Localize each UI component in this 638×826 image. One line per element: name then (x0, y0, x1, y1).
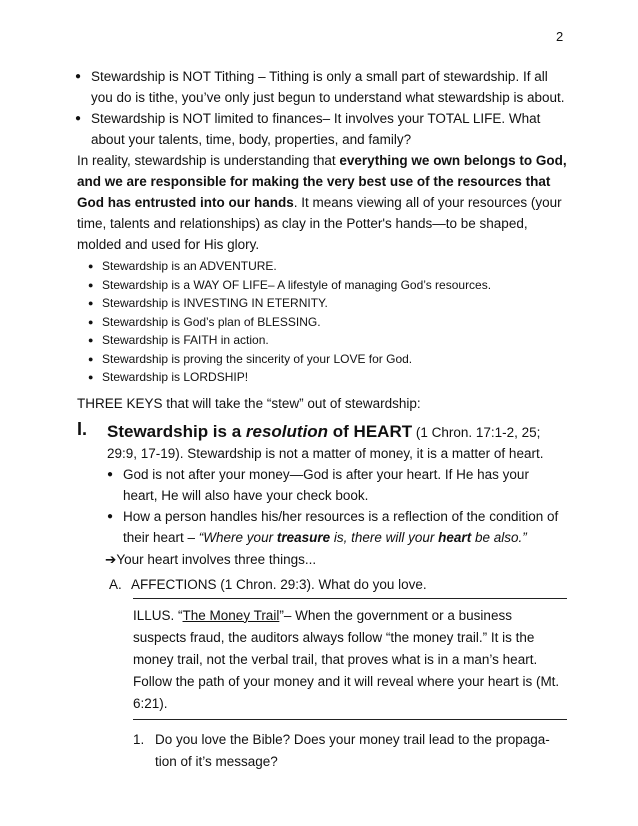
stewardship-list (89, 257, 567, 387)
list-item: ● Stewardship is FAITH in action. (89, 331, 567, 350)
list-item: ● Stewardship is an ADVENTURE. (89, 257, 567, 276)
list-item: ● Stewardship is LORDSHIP! (89, 368, 567, 387)
section-one (77, 418, 567, 773)
page-number: 2 (556, 29, 564, 44)
heart-things-line: ➔Your heart involves three things... (105, 551, 317, 567)
list-item: ● Stewardship is a WAY OF LIFE– A lifestyle of managing God’s resources. (89, 276, 567, 295)
bullet-not-tithing: ● Stewardship is NOT Tithing – Tithing is only a small part of stewardship. If all you do is tithe, you’ve only just begun to understand what stewardship is about. (77, 66, 567, 108)
illus-title: The Money Trail (182, 607, 280, 623)
section-reference: (1 Chron. 17:1-2, 25; 29:9, 17-19). Stewardship is not a matter of money, it is a matter of heart. (107, 424, 544, 461)
bullet-god-heart: ● God is not after your money—God is after your heart. If He has your heart, He will also have your check book. (109, 464, 567, 506)
document-body (77, 66, 567, 773)
intro-paragraph: In reality, stewardship is understanding that everything we own belongs to God, and we are responsible for making the very best use of the resources that God has entrusted into our hands. It means viewing all of your resources (your time, talents and relationships) as clay in the Potter's hands—to be shaped, molded and used for His glory. (77, 153, 567, 252)
intro-bold: everything we own belongs to God, and we are responsible for making the very best use of the resources that God has entrusted into our hands (77, 153, 567, 210)
three-keys-line: THREE KEYS that will take the “stew” out of stewardship: (77, 395, 421, 411)
bullet-resources: ● How a person handles his/her resources is a reflection of the condition of their heart – “Where your treasure is, there will your heart be also.” (109, 506, 567, 548)
section-numeral: I. (77, 418, 88, 439)
section-heading: Stewardship is a resolution of HEART (107, 421, 413, 441)
point-a: A. AFFECTIONS (1 Chron. 29:3). What do you love. (109, 576, 427, 592)
list-item: ● Stewardship is proving the sincerity of your LOVE for God. (89, 350, 567, 369)
point-1: 1. Do you love the Bible? Does your money trail lead to the propaga-tion of it’s message? (133, 731, 550, 769)
arrow-right-icon: ➔ (105, 551, 117, 567)
list-item: ● Stewardship is God’s plan of BLESSING. (89, 313, 567, 332)
illustration-box: ILLUS. “The Money Trail”– When the government or a business suspects fraud, the auditors always follow “the money trail.” It is the money trail, not the verbal trail, that proves what is in a man’s heart. Follow the path of your money and it will reveal where your heart is (Mt. 6:21). (133, 598, 567, 720)
list-item: ● Stewardship is INVESTING IN ETERNITY. (89, 294, 567, 313)
bullet-not-finances: ● Stewardship is NOT limited to finances– It involves your TOTAL LIFE. What about your talents, time, body, properties, and family? (77, 108, 567, 150)
